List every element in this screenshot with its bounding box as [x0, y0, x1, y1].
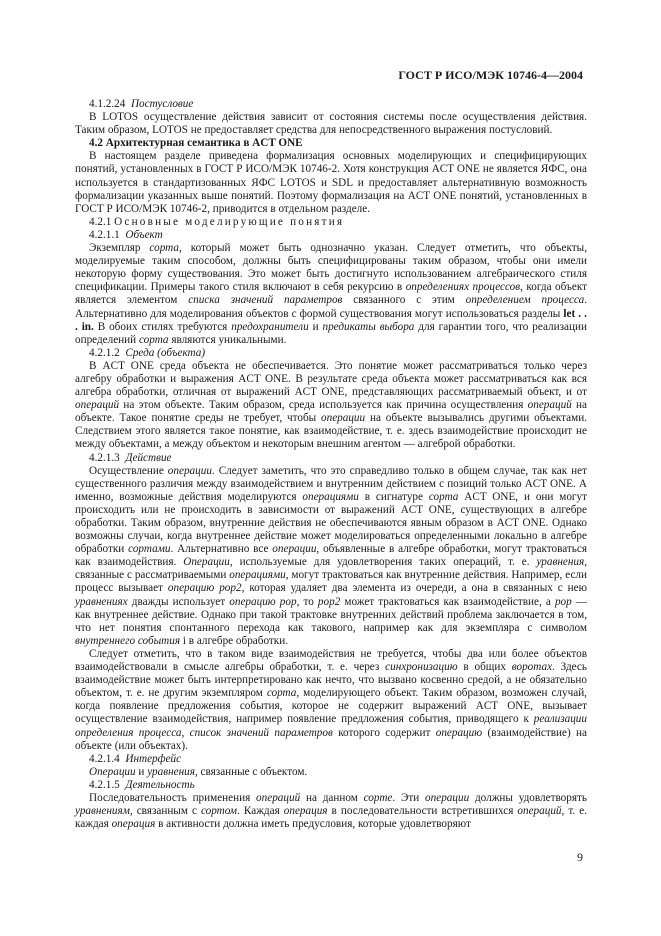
paragraph-action: Осуществление операции. Следует заметить, что это справедливо только в общем случае, так как нет существенного различия между взаимодействием и внутренним действием с позиций только ACT ONE. А именно, возможные действия моделируются операциями в сигнатуре сорта ACT ONE, и они могут происходить или не происходить в зависимости от выражений ACT ONE, существующих в алгебре обработки. Таким образом, внутренние действия не обеспечиваются явным образом в ACT ONE. Однако возможны случаи, когда внутреннее действие может моделироваться определенными локально в алгебре обработки сортами. Альтернативно все операции, объявленные в алгебре обработки, могут трактоваться как взаимодействия. Операции, используемые для удовлетворения таких операций, т. е. уравнения, связанные с рассматриваемыми операциями, могут трактоваться как внутренние действия. Например, если процесс вызывает операцию pop2, которая удаляет два элемента из очереди, а она в связанных с нею уравнениях дважды использует операцию pop, то pop2 может трактоваться как взаимодействие, а pop — как внутреннее действие. Однако при такой трактовке внутренних действий проблема заключается в том, что нет понятия спонтанного перехода как такового, например как для экземпляра с символом внутреннего события i в алгебре обработки. — [75, 464, 588, 647]
section-4-2-1-2-heading: 4.2.1.2 Среда (объекта) — [89, 346, 206, 359]
paragraph-act-one-intro: В настоящем разделе приведена формализация основных моделирующих и специфицирующих понятий, установленных в ГОСТ Р ИСО/МЭК 10746-2. Хотя конструкция ACT ONE не является ЯФС, она используется в стандартизованных ЯФС LOTOS и SDL и предоставляет альтернативную возможность формализации указанных выше понятий. Поэтому формализация на ACT ONE понятий, установленных в ГОСТ Р ИСО/МЭК 10746-2, приводится в отдельном разделе. — [75, 150, 587, 215]
section-4-2-1-1-heading: 4.2.1.1 Объект — [89, 228, 163, 241]
paragraph-postcondition: В LOTOS осуществление действия зависит от состояния системы после осуществления действия. Таким образом, LOTOS не предоставляет средства для непосредственного выражения постусловий. — [75, 111, 587, 137]
paragraph-activity: Последовательность применения операций на данном сорте. Эти операции должны удовлетворять уравнениям, связанным с сортом. Каждая операция в последовательности встретившихся операций, т. е. каждая операция в активности должна иметь предусловия, которые удовлетворяют — [75, 791, 588, 831]
section-4-2-1-4-heading: 4.2.1.4 Интерфейс — [89, 752, 182, 765]
running-header: ГОСТ Р ИСО/МЭК 10746-4—2004 — [398, 68, 583, 82]
page-body — [75, 98, 587, 831]
paragraph-object: Экземпляр сорта, который может быть однозначно указан. Следует отметить, что объекты, моделируемые таким способом, должны быть специфицированы таким образом, чтобы они имели некоторую форму существования. Это может быть достигнуто использованием алгебраического стиля спецификации. Примеры такого стиля включают в себя рекурсию в определениях процессов, когда объект является элементом списка значений параметров связанного с этим определением процесса. Альтернативно для моделирования объектов с формой существования могут использоваться разделы let . . . in. В обоих стилях требуются предохранители и предикаты выбора для гарантии того, что реализации определений сорта являются уникальными. — [75, 242, 587, 346]
section-4-2-1-3-heading: 4.2.1.3 Действие — [89, 451, 172, 464]
page-number: 9 — [577, 850, 583, 864]
paragraph-environment: В ACT ONE среда объекта не обеспечивается. Это понятие может рассматриваться только через алгебру обработки и выражения ACT ONE. В результате среда объекта может рассматриваться как вся алгебра обработки, отличная от выражений ACT ONE, представляющих рассматриваемый объект, и от операций на этом объекте. Таким образом, среда используется как причина осуществления операций на объекте. Такое понятие среды не требует, чтобы операции на объекте вызывались другими объектами. Следствием этого является такое понятие, как взаимодействие, т. е. здесь взаимодействие происходит не между объектами, а между объектом и некоторым внешним агентом — алгеброй обработки. — [75, 359, 588, 451]
paragraph-interaction-note: Следует отметить, что в таком виде взаимодействия не требуется, чтобы два или более объектов взаимодействовали в смысле алгебры обработки, т. е. через синхронизацию в общих воротах. Здесь взаимодействие может быть интерпретировано как нечто, что вызвано косвенно средой, а не обязательно объектом, т. е. не другим экземпляром сорта, моделирующего объект. Таким образом, возможен случай, когда появление предложения события, которое не содержит выражений ACT ONE, вызывает осуществление взаимодействия, например появление предложения события, приводящего к реализации определения процесса, список значений параметров которого содержит операцию (взаимодействие) на объекте (или объектах). — [75, 647, 587, 752]
section-4-1-2-24-heading: 4.1.2.24 Постусловие — [89, 98, 194, 110]
section-4-2-1-heading: 4.2.1 Основные моделирующие понятия — [89, 215, 345, 228]
section-4-2-heading: 4.2 Архитектурная семантика в ACT ONE — [89, 137, 303, 150]
paragraph-interface: Операции и уравнения, связанные с объектом. — [89, 765, 308, 778]
section-4-2-1-5-heading: 4.2.1.5 Деятельность — [89, 778, 195, 791]
